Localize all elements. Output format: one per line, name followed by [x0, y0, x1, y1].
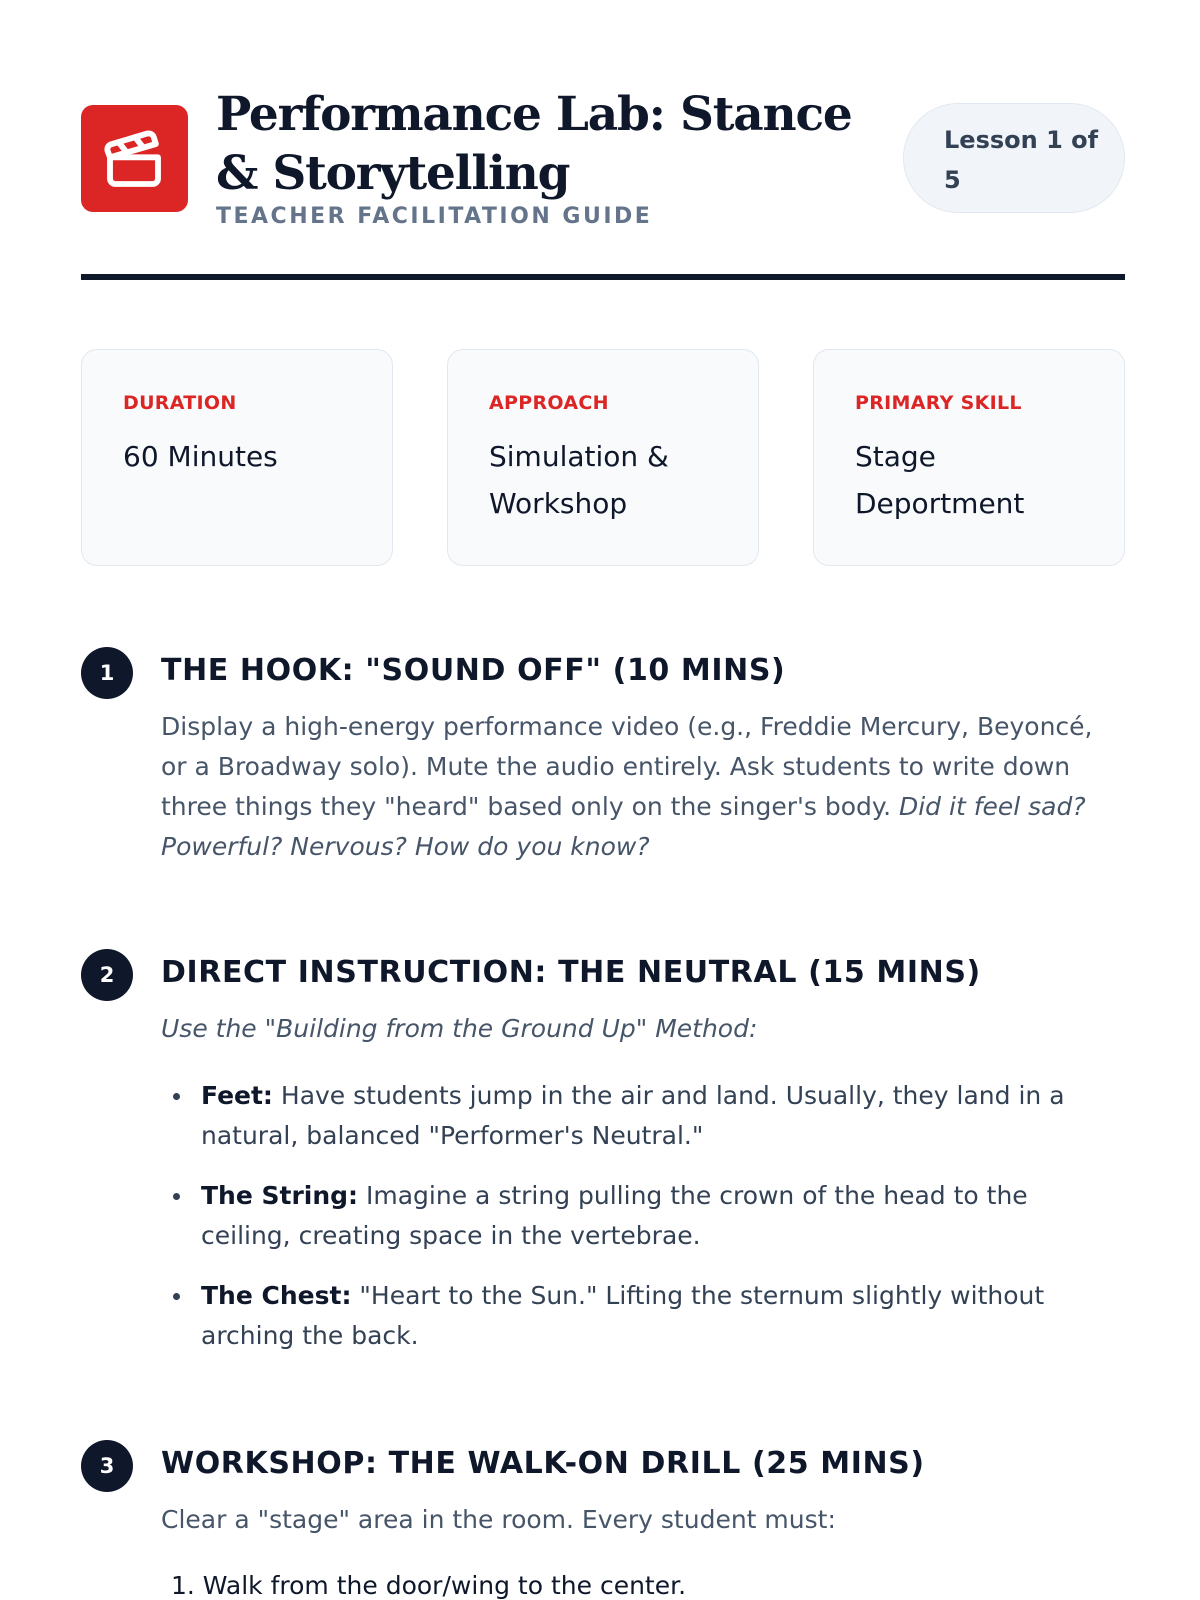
step-number-badge: 2: [81, 949, 133, 1001]
logo: [81, 105, 188, 212]
list-item-term: The String:: [201, 1181, 359, 1210]
page-subtitle: TEACHER FACILITATION GUIDE: [216, 204, 653, 229]
header-divider: [81, 274, 1125, 280]
section-title: THE HOOK: "SOUND OFF" (10 MINS): [161, 653, 786, 688]
section-title: DIRECT INSTRUCTION: THE NEUTRAL (15 MINS): [161, 955, 981, 990]
lesson-badge: Lesson 1 of 5: [903, 103, 1125, 213]
section-intro: Use the "Building from the Ground Up" Method:: [161, 1014, 758, 1043]
section-intro: Clear a "stage" area in the room. Every student must:: [161, 1505, 836, 1534]
card-label: DURATION: [123, 392, 237, 414]
list-item-text: "Heart to the Sun." Lifting the sternum slightly without arching the back.: [201, 1281, 1045, 1350]
section-title: WORKSHOP: THE WALK-ON DRILL (25 MINS): [161, 1446, 925, 1481]
card-label: PRIMARY SKILL: [855, 392, 1022, 414]
card-value: Simulation & Workshop: [489, 440, 669, 520]
lesson-header: [81, 85, 1125, 235]
duration-card: [81, 349, 393, 566]
info-cards: [81, 349, 1125, 566]
approach-card: [447, 349, 759, 566]
section-body-text: Display a high-energy performance video (e.g., Freddie Mercury, Beyoncé, or a Broadway solo). Mute the audio entirely. Ask students to write down three things they "heard" based only on the singer's body.: [161, 712, 1093, 821]
card-label: APPROACH: [489, 392, 609, 414]
list-item: [201, 1176, 1121, 1256]
card-value: Stage Deportment: [855, 440, 1025, 520]
step-number-badge: 1: [81, 647, 133, 699]
list-item-text: Have students jump in the air and land. Usually, they land in a natural, balanced "Performer's Neutral.": [201, 1081, 1065, 1150]
clapperboard-icon: [102, 128, 166, 192]
walk-on-steps: [161, 1566, 1121, 1600]
list-item-term: Feet:: [201, 1081, 273, 1110]
section-body: [161, 707, 1121, 867]
list-item: 1. Walk from the door/wing to the center.: [171, 1571, 687, 1600]
section-body-questions: Did it feel sad? Powerful? Nervous? How do you know?: [161, 792, 1086, 861]
list-item-term: The Chest:: [201, 1281, 352, 1310]
primary-skill-card: [813, 349, 1125, 566]
list-item: [201, 1276, 1121, 1356]
list-item-text: Imagine a string pulling the crown of the head to the ceiling, creating space in the vertebrae.: [201, 1181, 1028, 1250]
page-title: Performance Lab: Stance & Storytelling: [216, 87, 852, 201]
step-number-badge: 3: [81, 1440, 133, 1492]
card-value: 60 Minutes: [123, 440, 278, 473]
neutral-stance-list: [201, 1076, 1121, 1376]
list-item: [201, 1076, 1121, 1156]
